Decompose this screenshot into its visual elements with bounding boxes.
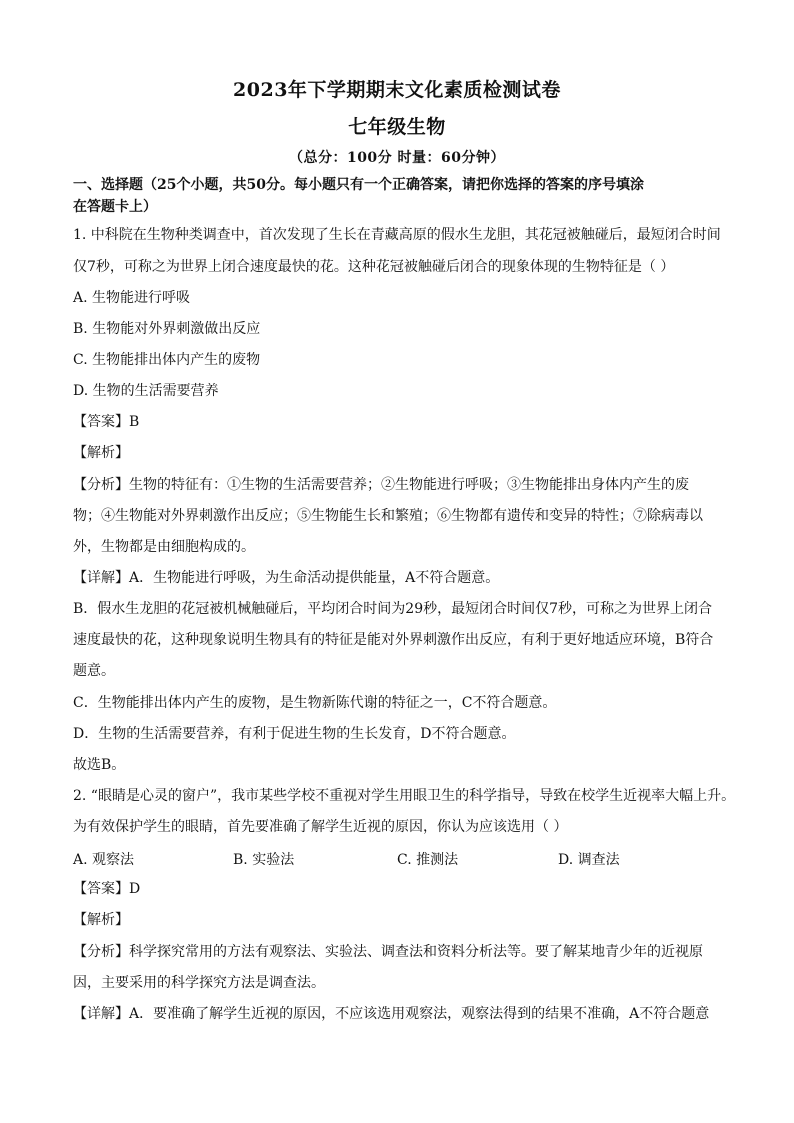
q1-stem-line-1: 1. 中科院在生物种类调查中，首次发现了生长在青藏高原的假水生龙胆，其花冠被触碰后，最短闭合时间 bbox=[73, 227, 721, 243]
q2-option-b: B. 实验法 bbox=[233, 852, 295, 868]
q2-option-c: C. 推测法 bbox=[397, 852, 459, 868]
q2-detail-a: 【详解】A．要准确了解学生近视的原因，不应该选用观察法，观察法得到的结果不准确，A不符合题意 bbox=[73, 1006, 710, 1022]
q1-jiexi: 【解析】 bbox=[73, 445, 129, 461]
q1-option-b: B. 生物能对外界刺激做出反应 bbox=[73, 321, 261, 337]
q1-detail-d: D．生物的生活需要营养，有利于促进生物的生长发育，D不符合题意。 bbox=[73, 726, 516, 742]
q1-detail-b-line-1: B．假水生龙胆的花冠被机械触碰后，平均闭合时间为29秒，最短闭合时间仅7秒，可称之为世界上闭合 bbox=[73, 601, 713, 617]
q2-answer: 【答案】D bbox=[73, 881, 141, 897]
section-heading-line-2: 在答题卡上） bbox=[73, 199, 157, 215]
exam-meta: （总分：100分 时量：60分钟） bbox=[288, 150, 506, 166]
q1-answer: 【答案】B bbox=[73, 414, 140, 430]
q1-detail-b-line-3: 题意。 bbox=[73, 663, 115, 679]
q2-analysis-line-1: 【分析】科学探究常用的方法有观察法、实验法、调查法和资料分析法等。要了解某地青少年的近视原 bbox=[73, 944, 703, 960]
q1-analysis-line-3: 外，生物都是由细胞构成的。 bbox=[73, 539, 255, 555]
q2-option-d: D. 调查法 bbox=[558, 852, 620, 868]
q1-detail-b-line-2: 速度最快的花，这种现象说明生物具有的特征是能对外界刺激作出反应，有利于更好地适应环境，B符合 bbox=[73, 632, 714, 648]
q2-options-row bbox=[73, 849, 733, 867]
q1-analysis-line-2: 物；④生物能对外界刺激作出反应；⑤生物能生长和繁殖；⑥生物都有遗传和变异的特性；⑦除病毒以 bbox=[73, 508, 703, 524]
q2-option-a: A. 观察法 bbox=[73, 852, 135, 868]
exam-title: 2023年下学期期末文化素质检测试卷 bbox=[233, 79, 561, 101]
q1-option-d: D. 生物的生活需要营养 bbox=[73, 383, 219, 399]
q1-detail-c: C．生物能排出体内产生的废物，是生物新陈代谢的特征之一，C不符合题意。 bbox=[73, 695, 557, 711]
q1-option-a: A. 生物能进行呼吸 bbox=[73, 290, 191, 306]
exam-subject: 七年级生物 bbox=[348, 116, 446, 138]
q1-conclusion: 故选B。 bbox=[73, 757, 126, 773]
q1-detail-a: 【详解】A．生物能进行呼吸，为生命活动提供能量，A不符合题意。 bbox=[73, 570, 500, 586]
q2-stem-line-2: 为有效保护学生的眼睛，首先要准确了解学生近视的原因，你认为应该选用（ ） bbox=[73, 819, 568, 835]
section-heading-line-1: 一、选择题（25个小题，共50分。每小题只有一个正确答案，请把你选择的答案的序号填涂 bbox=[73, 177, 644, 193]
q2-stem-line-1: 2. “眼睛是心灵的窗户”，我市某些学校不重视对学生用眼卫生的科学指导，导致在校学生近视率大幅上升。 bbox=[73, 788, 736, 804]
q2-analysis-line-2: 因，主要采用的科学探究方法是调查法。 bbox=[73, 975, 325, 991]
q1-option-c: C. 生物能排出体内产生的废物 bbox=[73, 352, 261, 368]
q1-analysis-line-1: 【分析】生物的特征有：①生物的生活需要营养；②生物能进行呼吸；③生物能排出身体内产生的废 bbox=[73, 477, 689, 493]
q2-jiexi: 【解析】 bbox=[73, 912, 129, 928]
q1-stem-line-2: 仅7秒，可称之为世界上闭合速度最快的花。这种花冠被触碰后闭合的现象体现的生物特征是（ ） bbox=[73, 259, 675, 275]
